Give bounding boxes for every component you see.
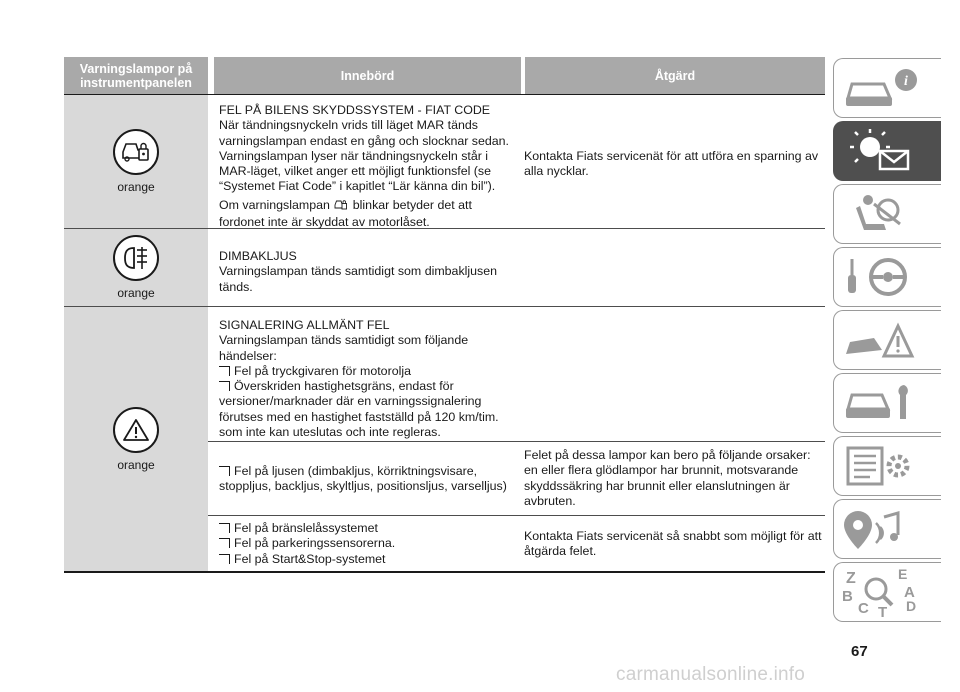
bullet-text: Fel på bränslelåssystemet: [234, 521, 378, 535]
side-tab-starting-driving[interactable]: [833, 247, 941, 307]
text-fragment: blinkar betyder det att: [352, 197, 472, 212]
bullet-text: Fel på parkeringssensorerna.: [234, 536, 396, 551]
text-line: DIMBAKLJUS: [219, 249, 297, 263]
side-tab-index[interactable]: [833, 562, 941, 622]
action-column-header-label: Åtgärd: [654, 68, 696, 83]
text-line: Kontakta Fiats servicenät så snabbt som möjligt för att: [524, 529, 822, 543]
bullet-text: Fel på tryckgivaren för motorolja: [234, 363, 411, 378]
fog-light-meaning: [219, 249, 519, 295]
text-line: Felet på dessa lampor kan bero på följande orsaker:: [524, 448, 811, 462]
immobilizer-action: [524, 149, 822, 180]
text-line: Kontakta Fiats servicenät för att utföra en sparning av: [524, 149, 819, 163]
side-tab-multimedia[interactable]: [833, 499, 941, 559]
system-faults-meaning: [219, 521, 519, 567]
text-line: händelser:: [219, 348, 277, 363]
bullet-item: [219, 552, 519, 567]
lamps-column-header: [64, 57, 208, 94]
text-line: “Systemet Fiat Code” i kapitlet “Lär känna din bil”).: [219, 179, 496, 194]
text-line: åtgärda felet.: [524, 544, 597, 559]
car-info-icon: [840, 64, 920, 112]
text-line: förutses med en hastighet fastställd på 120 km/tim.: [219, 409, 499, 424]
meaning-column-header-label: Innebörd: [340, 68, 395, 83]
immobilizer-key-lock-icon: [113, 129, 159, 175]
general-warning-triangle-icon: [113, 407, 159, 453]
watermark: carmanualsonline.info: [616, 664, 806, 685]
index-letter: C: [858, 600, 869, 617]
text-line: som inte kan uteslutas och inte regleras.: [219, 425, 441, 440]
bullet-item: [219, 464, 519, 479]
side-tab-warning-lights[interactable]: [833, 121, 941, 181]
text-line: skyddssäkring har brunnit eller elanslutningen är: [524, 478, 790, 493]
alphabetical-index-search-icon: [840, 565, 920, 619]
bullet-text: Fel på Start&Stop-systemet: [234, 551, 386, 566]
key-steering-wheel-icon: [840, 253, 920, 301]
text-line: Varningslampan tänds samtidigt som följande: [219, 333, 469, 348]
immobilizer-inline-icon: [334, 199, 348, 215]
bullet-item: [219, 364, 519, 379]
lamp-cell-general-warning: [64, 307, 208, 571]
meaning-column-header: [214, 57, 521, 94]
text-line: Varningslampan tänds samtidigt som dimbakljusen: [219, 264, 498, 279]
text-line: Varningslampan lyser när tändningsnyckeln står i: [219, 148, 489, 163]
car-maintenance-wrench-icon: [840, 379, 920, 427]
index-letter: T: [878, 604, 888, 619]
page-number: 67: [851, 643, 868, 660]
svg-text:i: i: [904, 74, 908, 89]
bullet-marker-icon: [219, 523, 230, 533]
text-line-with-icon: [219, 198, 519, 215]
sub-row-divider: [208, 515, 825, 516]
bullet-item: [219, 521, 519, 536]
warning-light-message-icon: [840, 127, 920, 175]
text-line: avbruten.: [524, 493, 576, 508]
immobilizer-meaning: [219, 103, 519, 230]
text-line: MAR-läget, vilket anger ett möjligt funktionsfel (se: [219, 164, 492, 179]
text-line: versioner/marknader där en varningssignalering: [219, 394, 482, 409]
index-letter: D: [906, 598, 917, 614]
emergency-car-breakdown-icon: [840, 316, 920, 364]
bullet-marker-icon: [219, 366, 230, 376]
lamps-column-header-label: Varningslampor på instrumentpanelen: [79, 61, 193, 90]
index-letter: A: [904, 584, 915, 601]
index-letter: Z: [846, 570, 856, 587]
text-line: varningslampan endast en gång och slocknar sedan.: [219, 133, 509, 148]
bullet-item: [219, 379, 519, 394]
text-line: SIGNALERING ALLMÄNT FEL: [219, 318, 390, 332]
side-tab-car-info[interactable]: [833, 58, 941, 118]
rear-fog-light-icon: [113, 235, 159, 281]
lights-fault-action: [524, 448, 822, 509]
lights-fault-meaning: [219, 464, 519, 495]
text-line: När tändningsnyckeln vrids till läget MAR tänds: [219, 118, 478, 133]
side-tab-technical-data[interactable]: [833, 436, 941, 496]
index-letter: E: [898, 566, 908, 582]
lamp-color-label: orange: [117, 180, 155, 194]
general-warning-meaning: [219, 318, 519, 440]
lamp-cell-fog: [64, 229, 208, 306]
sub-row-divider: [208, 441, 825, 442]
technical-data-gear-icon: [840, 442, 920, 490]
bullet-marker-icon: [219, 554, 230, 564]
index-letter: B: [842, 588, 853, 605]
seat-airbag-icon: [840, 190, 920, 238]
bullet-marker-icon: [219, 538, 230, 548]
system-faults-action: [524, 529, 822, 560]
bullet-text: Överskriden hastighetsgräns, endast för: [234, 379, 454, 394]
bullet-marker-icon: [219, 466, 230, 476]
lamp-color-label: orange: [117, 286, 155, 300]
action-column-header: [525, 57, 825, 94]
text-line: fordonet inte är skyddat av motorlåset.: [219, 215, 430, 230]
bullet-item: [219, 536, 519, 551]
side-tab-emergency[interactable]: [833, 310, 941, 370]
lamp-color-label: orange: [117, 457, 155, 472]
row-divider: [64, 306, 825, 307]
text-line: FEL PÅ BILENS SKYDDSSYSTEM - FIAT CODE: [219, 103, 491, 117]
table-bottom-rule: [64, 571, 825, 573]
side-tab-maintenance[interactable]: [833, 373, 941, 433]
text-line: alla nycklar.: [524, 164, 589, 179]
text-line: en eller flera glödlampor har brunnit, motsvarande: [524, 463, 799, 478]
lamp-column: [64, 95, 208, 571]
side-tab-safety[interactable]: [833, 184, 941, 244]
multimedia-music-icon: [840, 505, 920, 553]
text-fragment: Om varningslampan: [219, 197, 330, 212]
bullet-marker-icon: [219, 381, 230, 391]
text-line: stoppljus, backljus, skyltljus, positionsljus, varselljus): [219, 479, 507, 494]
bullet-text: Fel på ljusen (dimbakljus, körriktningsvisare,: [234, 464, 478, 478]
lamp-cell-immobilizer: [64, 95, 208, 228]
text-line: tänds.: [219, 279, 253, 294]
